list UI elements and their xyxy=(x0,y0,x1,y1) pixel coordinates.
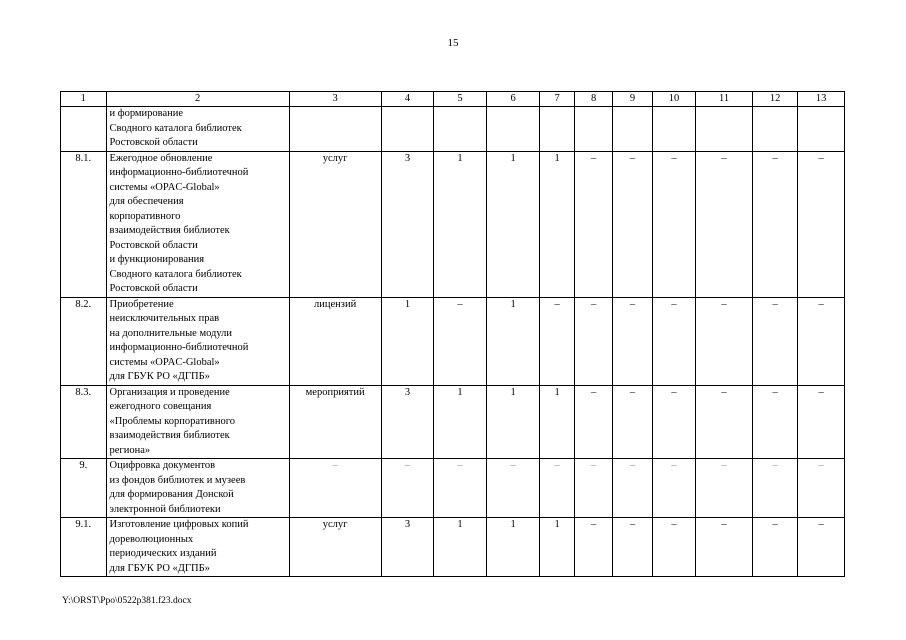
row-value: 3 xyxy=(381,151,434,297)
row-name-line: для ГБУК РО «ДГПБ» xyxy=(109,371,210,382)
row-value: – xyxy=(540,297,574,385)
row-name-line: Организация и проведение xyxy=(109,386,230,398)
row-name-line: Изготовление цифровых копий xyxy=(109,519,249,530)
row-name-line: из фондов библиотек и музеев xyxy=(109,474,246,486)
row-value xyxy=(486,107,540,152)
header-cell: 11 xyxy=(696,92,753,107)
row-value: 1 xyxy=(486,518,540,577)
row-name-line: Сводного каталога библиотек xyxy=(109,122,242,134)
document-table xyxy=(60,91,845,577)
header-cell: 10 xyxy=(652,92,695,107)
header-cell: 13 xyxy=(798,92,845,107)
row-name-line: «Проблемы корпоративного xyxy=(109,415,236,427)
row-value: 1 xyxy=(381,297,434,385)
row-name-line: взаимодействия библиотек xyxy=(109,225,230,236)
row-value: – xyxy=(574,385,612,459)
row-name-line: системы «OPAC-Global» xyxy=(109,356,220,368)
header-cell: 8 xyxy=(574,92,612,107)
row-name xyxy=(106,518,289,577)
row-unit: – xyxy=(289,459,381,518)
table-row xyxy=(61,151,845,297)
row-value: – xyxy=(613,518,652,577)
row-unit: услуг xyxy=(289,518,381,577)
header-cell: 3 xyxy=(289,92,381,107)
header-cell: 1 xyxy=(61,92,107,107)
row-value: – xyxy=(798,297,845,385)
row-number: 8.2. xyxy=(61,297,107,385)
row-name-line: электронной библиотеки xyxy=(109,503,221,515)
row-value: – xyxy=(798,459,845,518)
table-row xyxy=(61,385,845,459)
row-value: – xyxy=(574,297,612,385)
row-number xyxy=(61,107,107,152)
table-row xyxy=(61,518,845,577)
row-number: 8.3. xyxy=(61,385,107,459)
row-name xyxy=(106,151,289,297)
row-name-line: для ГБУК РО «ДГПБ» xyxy=(109,562,210,574)
header-cell: 4 xyxy=(381,92,434,107)
row-value xyxy=(574,107,612,152)
header-cell: 7 xyxy=(540,92,574,107)
row-value xyxy=(652,107,695,152)
row-name-line: региона» xyxy=(109,444,151,456)
row-value: 1 xyxy=(486,385,540,459)
row-value: – xyxy=(613,297,652,385)
row-value: – xyxy=(381,459,434,518)
page-number: 15 xyxy=(447,37,459,49)
row-value: – xyxy=(613,151,652,297)
row-value: – xyxy=(752,385,798,459)
row-name-line: ежегодного совещания xyxy=(109,401,212,412)
row-value: 1 xyxy=(540,385,574,459)
row-number: 9.1. xyxy=(61,518,107,577)
row-value: – xyxy=(574,518,612,577)
row-unit: мероприятий xyxy=(289,385,381,459)
row-number: 8.1. xyxy=(61,151,107,297)
row-value: – xyxy=(540,459,574,518)
row-value: – xyxy=(652,297,695,385)
row-name-line: Ростовской области xyxy=(109,137,198,148)
row-value: – xyxy=(486,459,540,518)
row-value: – xyxy=(696,518,753,577)
row-name-line: неисключительных прав xyxy=(109,313,220,324)
file-path-footer: Y:\ORST\Ppo\0522p381.f23.docx xyxy=(62,596,192,606)
row-name-line: Приобретение xyxy=(109,298,174,310)
row-unit: услуг xyxy=(289,151,381,297)
row-name-line: Оцифровка документов xyxy=(109,460,216,471)
row-value: – xyxy=(752,151,798,297)
row-value: – xyxy=(434,459,487,518)
row-name-line: Ростовской области xyxy=(109,283,198,294)
row-value: – xyxy=(798,151,845,297)
row-value xyxy=(696,107,753,152)
row-name-line: Сводного каталога библиотек xyxy=(109,268,242,280)
row-value: – xyxy=(652,518,695,577)
row-value: 3 xyxy=(381,385,434,459)
row-value: – xyxy=(574,459,612,518)
row-value: – xyxy=(613,459,652,518)
row-value: – xyxy=(696,459,753,518)
row-name-line: и функционирования xyxy=(109,254,205,265)
row-value: 1 xyxy=(434,518,487,577)
row-name xyxy=(106,385,289,459)
row-name-line: периодических изданий xyxy=(109,548,217,559)
row-name-line: и формирование xyxy=(109,108,184,119)
row-unit: лицензий xyxy=(289,297,381,385)
header-cell: 2 xyxy=(106,92,289,107)
row-name-line: для обеспечения xyxy=(109,196,184,207)
row-value: – xyxy=(696,385,753,459)
row-value: 1 xyxy=(540,151,574,297)
row-unit xyxy=(289,107,381,152)
row-name xyxy=(106,297,289,385)
row-value xyxy=(752,107,798,152)
header-cell: 5 xyxy=(434,92,487,107)
row-value: – xyxy=(652,151,695,297)
row-value: 1 xyxy=(434,385,487,459)
row-value: – xyxy=(752,297,798,385)
row-value: – xyxy=(696,151,753,297)
row-value: – xyxy=(798,385,845,459)
row-value: – xyxy=(798,518,845,577)
row-name-line: системы «OPAC-Global» xyxy=(109,181,220,193)
row-name-line: Ежегодное обновление xyxy=(109,152,213,164)
header-cell: 9 xyxy=(613,92,652,107)
table-row xyxy=(61,107,845,152)
row-name-line: корпоративного xyxy=(109,210,181,222)
row-name-line: дореволюционных xyxy=(109,533,194,545)
row-name xyxy=(106,107,289,152)
row-name-line: на дополнительные модули xyxy=(109,327,233,339)
row-value xyxy=(381,107,434,152)
row-name xyxy=(106,459,289,518)
row-name-line: для формирования Донской xyxy=(109,489,234,500)
row-value: 1 xyxy=(540,518,574,577)
table-header-row xyxy=(61,92,845,107)
row-value: – xyxy=(613,385,652,459)
header-cell: 6 xyxy=(486,92,540,107)
row-name-line: информационно-библиотечной xyxy=(109,167,249,178)
table-row xyxy=(61,459,845,518)
row-value: – xyxy=(434,297,487,385)
row-value xyxy=(540,107,574,152)
row-value xyxy=(798,107,845,152)
row-value: 1 xyxy=(434,151,487,297)
row-name-line: взаимодействия библиотек xyxy=(109,430,230,441)
row-value: – xyxy=(696,297,753,385)
row-value: – xyxy=(752,459,798,518)
row-value: – xyxy=(574,151,612,297)
row-value: 1 xyxy=(486,151,540,297)
table-row xyxy=(61,297,845,385)
row-name-line: Ростовской области xyxy=(109,239,198,251)
row-name-line: информационно-библиотечной xyxy=(109,342,249,353)
row-number: 9. xyxy=(61,459,107,518)
row-value: – xyxy=(652,459,695,518)
row-value: – xyxy=(652,385,695,459)
row-value: 3 xyxy=(381,518,434,577)
row-value: – xyxy=(752,518,798,577)
header-cell: 12 xyxy=(752,92,798,107)
row-value xyxy=(613,107,652,152)
row-value: 1 xyxy=(486,297,540,385)
row-value xyxy=(434,107,487,152)
